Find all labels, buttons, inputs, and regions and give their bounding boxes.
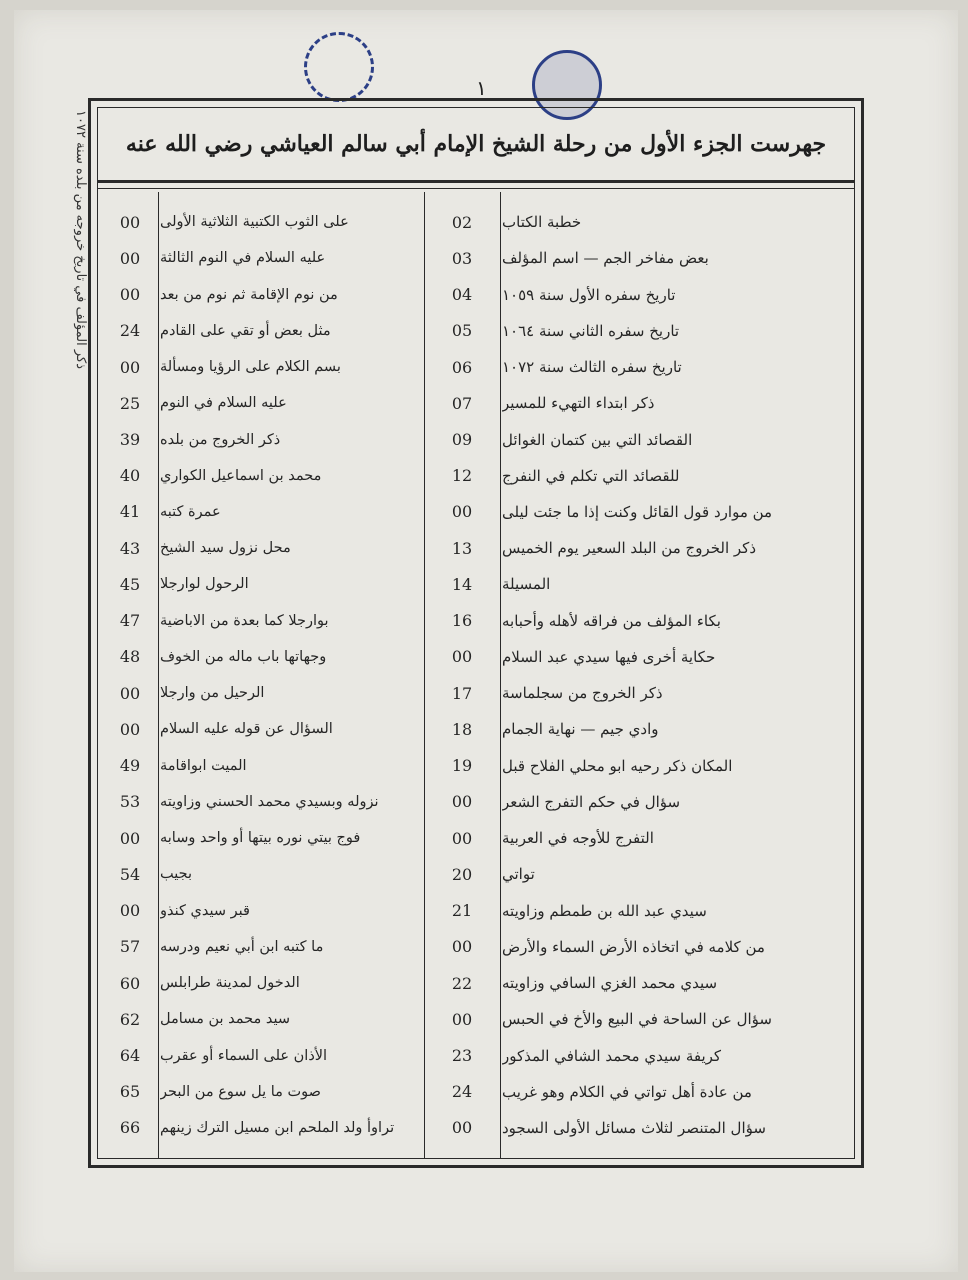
entry-title-right: خطبة الكتاب (502, 213, 582, 232)
page-number-left: 00 (119, 719, 141, 739)
page-number-right: 07 (451, 393, 473, 413)
entry-title-left: الرحول لوارجلا (160, 576, 249, 593)
table-row (98, 313, 854, 349)
title-bar (98, 108, 854, 183)
entry-title-right: التفرج للأوجه في العربية (502, 829, 654, 848)
table-row (98, 349, 854, 385)
page-number-right: 09 (451, 430, 473, 450)
entry-title-left: ما كتبه ابن أبي نعيم ودرسه (160, 938, 324, 955)
page-number-left: 54 (119, 864, 141, 884)
table-row (98, 603, 854, 639)
entry-title-left: بوارجلا كما بعدة من الاباضية (160, 612, 329, 629)
page-number-right: 00 (451, 502, 473, 522)
table-row (98, 458, 854, 494)
entry-title-right: كريفة سيدي محمد الشافي المذكور (502, 1046, 722, 1065)
page-number-right: 18 (451, 719, 473, 739)
page-number-right: 00 (451, 1009, 473, 1029)
page-number-right: 05 (451, 321, 473, 341)
page-number-left: 48 (119, 647, 141, 667)
entry-title-right: تاريخ سفره الثاني سنة ١٠٦٤ (502, 321, 680, 340)
entry-title-left: ذكر الخروج من بلده (160, 431, 281, 448)
entry-title-right: من كلامه في اتخاذه الأرض السماء والأرض (502, 937, 765, 956)
table-row (98, 856, 854, 892)
page-number-right: 23 (451, 1046, 473, 1065)
entry-title-right: تاريخ سفره الأول سنة ١٠٥٩ (502, 285, 676, 304)
entry-title-left: الأذان على السماء أو عقرب (160, 1047, 328, 1064)
page-number-left: 57 (119, 937, 141, 957)
page-number-right: 19 (451, 756, 473, 776)
table-row (98, 1037, 854, 1073)
page-number-right: 21 (451, 901, 473, 921)
page-number-left: 53 (119, 792, 141, 812)
page-number-left: 00 (119, 357, 141, 377)
table-row (98, 566, 854, 602)
entry-title-left: بجيب (160, 866, 193, 883)
entry-title-right: حكاية أخرى فيها سيدي عبد السلام (502, 647, 716, 666)
page-number-right: 06 (451, 357, 473, 377)
entry-title-left: السؤال عن قوله عليه السلام (160, 721, 333, 738)
table-row (98, 675, 854, 711)
table-row (98, 204, 854, 240)
page-number-left: 24 (119, 321, 141, 341)
entry-title-left: نزوله وبسيدي محمد الحسني وزاويته (160, 793, 379, 810)
page-number-left: 41 (119, 502, 141, 522)
entry-title-left: عمرة كتبه (160, 503, 221, 520)
page-number-left: 60 (119, 973, 141, 993)
entry-title-right: ذكر ابتداء التهيء للمسير (502, 394, 655, 413)
entry-title-left: الميت ابواقامة (160, 757, 247, 774)
table-row (98, 530, 854, 566)
table-row (98, 240, 854, 276)
entry-title-right: سيدي محمد الغزي السافي وزاويته (502, 974, 718, 993)
entry-title-left: على الثوب الكتبية الثلاثية الأولى (160, 214, 349, 231)
table-row (98, 421, 854, 457)
entry-title-right: سيدي عبد الله بن طمطم وزاويته (502, 901, 707, 920)
page-number-left: 00 (119, 828, 141, 848)
table-row (98, 892, 854, 928)
page-number-left: 00 (119, 683, 141, 703)
entry-title-right: من موارد قول القائل وكنت إذا ما جئت ليلى (502, 502, 773, 521)
entry-title-right: سؤال في حكم التفرج الشعر (502, 792, 681, 811)
page-number-left: 64 (119, 1046, 141, 1065)
page-number-right: 16 (451, 611, 473, 631)
entry-title-left: فوج بيتي نوره بيتها أو واحد وسابه (160, 830, 361, 847)
index-rows (98, 204, 854, 1146)
page-number-left: 65 (119, 1082, 141, 1102)
page-number-left: 25 (119, 393, 141, 413)
table-row (98, 639, 854, 675)
page-number-left: 00 (119, 285, 141, 305)
table-row (98, 784, 854, 820)
entry-title-right: تواتي (502, 865, 535, 884)
entry-title-left: صوت ما يل سوع من البحر (160, 1083, 321, 1100)
table-frame (88, 98, 864, 1168)
table-row (98, 929, 854, 965)
page-number-left: 43 (119, 538, 141, 558)
page-number-right: 12 (451, 466, 473, 486)
page-number: ١ (476, 76, 487, 100)
page-number-left: 00 (119, 248, 141, 268)
entry-title-right: سؤال المتنصر لثلاث مسائل الأولى السجود (502, 1118, 766, 1137)
entry-title-left: الدخول لمدينة طرابلس (160, 975, 300, 992)
page-number-left: 47 (119, 611, 141, 631)
page-number-right: 14 (451, 574, 473, 594)
page-number-left: 40 (119, 466, 141, 486)
page-number-left: 45 (119, 574, 141, 594)
entry-title-right: المسيلة (502, 575, 551, 594)
table-row (98, 276, 854, 312)
page-number-right: 00 (451, 647, 473, 667)
table-row (98, 385, 854, 421)
entry-title-left: مثل بعض أو تقي على القادم (160, 322, 331, 339)
page-number-left: 66 (119, 1118, 141, 1138)
page-number-right: 03 (451, 248, 473, 268)
table-inner-frame (97, 107, 855, 1159)
table-row (98, 711, 854, 747)
page-number-right: 04 (451, 285, 473, 305)
page-number-right: 00 (451, 937, 473, 957)
entry-title-left: من نوم الإقامة ثم نوم من بعد (160, 286, 338, 303)
entry-title-right: ذكر الخروج من سجلماسة (502, 684, 663, 703)
entry-title-right: من عادة أهل تواتي في الكلام وهو غريب (502, 1082, 752, 1101)
page-number-left: 62 (119, 1009, 141, 1029)
page-number-right: 22 (451, 973, 473, 993)
table-row (98, 1074, 854, 1110)
entry-title-right: سؤال عن الساحة في البيع والأخ في الحبس (502, 1010, 772, 1029)
page-title: جهرست الجزء الأول من رحلة الشيخ الإمام أبي سالم العياشي رضي الله عنه (125, 131, 827, 157)
page-number-right: 00 (451, 1118, 473, 1138)
page-number-right: 00 (451, 792, 473, 812)
table-row (98, 1110, 854, 1146)
entry-title-left: عليه السلام في النوم (160, 395, 287, 412)
entry-title-left: وجهاتها باب ماله من الخوف (160, 648, 327, 665)
entry-title-right: بكاء المؤلف من فراقه لأهله وأحبابه (502, 611, 721, 630)
ink-stamp-left (304, 32, 374, 102)
page-number-right: 24 (451, 1082, 473, 1102)
entry-title-right: بعض مفاخر الجم — اسم المؤلف (502, 249, 709, 268)
entry-title-right: القصائد التي بين كتمان الغوائل (502, 430, 693, 449)
table-row (98, 820, 854, 856)
page-number-right: 17 (451, 683, 473, 703)
entry-title-left: الرحيل من وارجلا (160, 685, 265, 702)
page-number-right: 13 (451, 538, 473, 558)
page-number-right: 20 (451, 864, 473, 884)
table-row (98, 965, 854, 1001)
margin-note: ذكر المؤلف في تاريخ خروجه من بلده سنة ١٠٧٢ (73, 110, 88, 369)
entry-title-right: وادي جيم — نهاية الجمام (502, 720, 659, 739)
table-row (98, 748, 854, 784)
page-number-right: 00 (451, 828, 473, 848)
entry-title-left: سيد محمد بن مسامل (160, 1011, 291, 1028)
page-number-left: 00 (119, 212, 141, 232)
entry-title-right: المكان ذكر رحيه ابو محلي الفلاح قبل (502, 756, 733, 775)
entry-title-right: تاريخ سفره الثالث سنة ١٠٧٢ (502, 358, 682, 377)
entry-title-left: محمد بن اسماعيل الكواري (160, 467, 322, 484)
entry-title-left: بسم الكلام على الرؤيا ومسألة (160, 359, 341, 376)
entry-title-right: للقصائد التي تكلم في النفرج (502, 466, 680, 485)
page-number-left: 49 (119, 756, 141, 776)
page-number-left: 00 (119, 901, 141, 921)
entry-title-left: قبر سيدي كنذو (160, 902, 250, 919)
page-number-left: 39 (119, 430, 141, 450)
table-row (98, 1001, 854, 1037)
table-row (98, 494, 854, 530)
entry-title-right: ذكر الخروج من البلد السعير يوم الخميس (502, 539, 756, 558)
page-number-right: 02 (451, 212, 473, 232)
entry-title-left: عليه السلام في النوم الثالثة (160, 250, 326, 267)
entry-title-left: تراوأ ولد الملحم ابن مسيل الترك زينهم (160, 1119, 395, 1136)
entry-title-left: محل نزول سيد الشيخ (160, 540, 291, 557)
